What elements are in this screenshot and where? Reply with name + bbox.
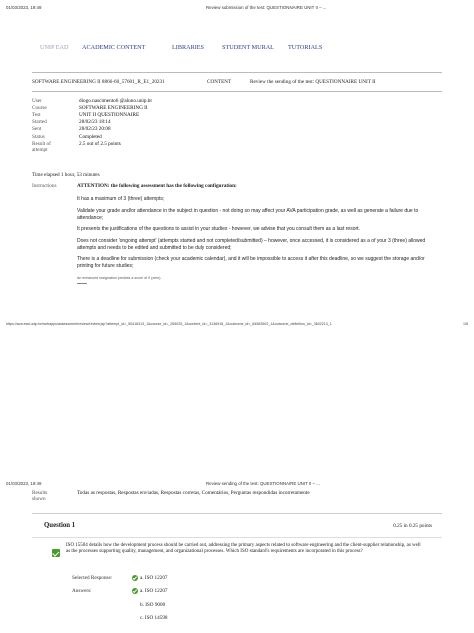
breadcrumb-content[interactable]: CONTENT [207,79,232,85]
results-label: Results shown [32,490,48,502]
correct-check-icon [132,588,138,594]
nav-item-libraries[interactable]: LIBRARIES [172,44,204,51]
divider [32,72,442,73]
divider [77,283,87,284]
attempt-info-table [32,97,152,153]
instructions-label: Instructions [32,183,57,189]
nav-item-tutorials[interactable]: TUTORIALS [288,44,323,51]
print-footer [6,322,468,326]
attention-text: ATTENTION: the following assessment has the following configuration: [77,183,237,189]
instruction-note: An enhanced resignation predicts a score of 0 (zero). [77,275,162,280]
time-elapsed: Time elapsed 1 hour, 53 minutes [32,172,100,178]
divider [32,537,442,538]
instruction-paragraph: It presents the justifications of the questions to assist in your studies - however, we advise that you consult them as a last resort. [77,226,360,232]
question-title: Question 1 [44,522,76,529]
answers-label: Answers: [72,588,92,594]
results-value: Todas as respostas, Respostas enviadas, Respostas corretas, Comentários, Perguntas respondidas incorretamente [77,490,310,496]
info-row: Started 28/02/23 18:14 [32,119,111,126]
print-date: 01/03/2023, 19:49 [6,481,42,486]
answer-option: a. ISO 12207 [132,588,168,594]
print-title: Review submission of the test: QUESTIONNAIRE UNIT II – ... [206,5,327,10]
instruction-paragraph: It has a maximum of 3 (three) attempts; [77,196,165,202]
info-row: User diogo.nascimento6 @aluno.unip.br [32,97,153,104]
info-row: Result of attempt 2.5 out of 2.5 points [32,140,121,153]
instruction-paragraph: Does not consider 'ongoing attempt' (attempts started and not completed/submitted) – however, once accessed, it is considered as a of your 3 (three) allowed attempts and needs to be edited and submitted to be duly considered; [77,237,426,251]
selected-response-label: Selected Response: [72,575,113,581]
correct-check-icon [132,575,138,581]
print-page-number: 1/8 [463,322,468,326]
instruction-paragraph: There is a deadline for submission (check your academic calendar), and it will be impossible to access it after this deadline, so we suggest the storage and/or printing for future studies; [77,256,425,269]
selected-response-value: a. ISO 12207 [132,575,168,581]
info-row: Course SOFTWARE ENGINEERING II [32,104,148,111]
answer-option: b. ISO 9000 [140,602,166,608]
info-row: Test UNIT II QUESTIONNAIRE [32,111,140,118]
breadcrumb-course[interactable]: SOFTWARE ENGINEERING II 8866-60_57601_R_E1_20231 [32,79,165,85]
info-row: Sent 28/02/23 20:08 [32,126,111,133]
instructions-body [77,196,437,284]
print-date: 01/03/2023, 19:49 [6,5,42,10]
question-text: ISO 15504 details how the development process should be carried out, addressing the primary aspects related to software engineering and the client-supplier relationship, as well as the processes supporting quality, management, and organizational processes. Which ISO standard's requirements are incorporated in this process? [66,543,421,555]
instruction-paragraph: Validate your grade and/or attendance in the subject in question - not doing so may affect your AVA participation grade, as well as generate a failure due to attendance; [77,207,419,221]
nav-item-academic-content[interactable]: ACADEMIC CONTENT [82,44,146,51]
nav-item-student-mural[interactable]: STUDENT MURAL [222,44,274,51]
nav-item-unip-ead[interactable]: UNIP EAD [40,44,69,51]
print-title: Review sending of the test: QUESTIONNAIRE UNIT II – ... [206,481,320,486]
question-points: 0.25 in 0.25 points [393,523,432,529]
divider [32,91,442,92]
breadcrumb-page: Review the sending of the test: QUESTIONNAIRE UNIT II [250,79,376,85]
page-gap [0,340,474,478]
answer-option: c. ISO 14598 [140,615,168,621]
print-url: https://ava.ead.unip.br/webapps/assessment/review/review.jsp?attempt_id=_50416313_1&course_id=_265025_1&content_id=_3146918_1&outcome_id=_84563502_1&outcome_definition_id=_3602213_1 [6,322,332,326]
question-card [32,513,442,633]
correct-check-icon [52,549,60,557]
print-page-2 [0,478,474,632]
info-row: Status Completed [32,133,102,140]
